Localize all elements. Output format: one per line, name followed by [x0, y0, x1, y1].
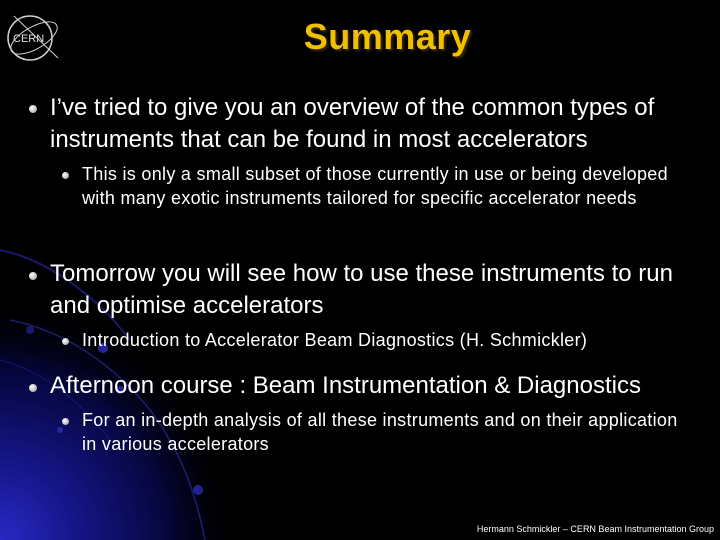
bullet-3-sub-1: For an in-depth analysis of all these instruments and on their application in various accelerators	[82, 410, 678, 454]
bullet-1-sub-1: This is only a small subset of those currently in use or being developed with many exotic instruments tailored for specific accelerator needs	[82, 164, 668, 208]
bullet-dot-icon	[29, 105, 37, 113]
bullet-2-text: Tomorrow you will see how to use these instruments to run and optimise accelerators	[50, 260, 673, 319]
logo-text: CERN	[13, 33, 45, 45]
sub-bullet-dot-icon	[62, 172, 69, 179]
bullet-dot-icon	[29, 272, 37, 280]
bullet-1-text: I’ve tried to give you an overview of the common types of instruments that can be found in most accelerators	[50, 94, 655, 153]
sub-bullet-dot-icon	[62, 338, 69, 345]
sub-bullet-dot-icon	[62, 418, 69, 425]
bullet-dot-icon	[29, 384, 37, 392]
bullet-2-sub-1: Introduction to Accelerator Beam Diagnostics (H. Schmickler)	[82, 330, 588, 350]
footer-credit: Hermann Schmickler – CERN Beam Instrumentation Group	[476, 524, 714, 534]
bullet-3-text: Afternoon course : Beam Instrumentation & Diagnostics	[50, 372, 641, 399]
slide-title: Summary	[303, 16, 472, 57]
